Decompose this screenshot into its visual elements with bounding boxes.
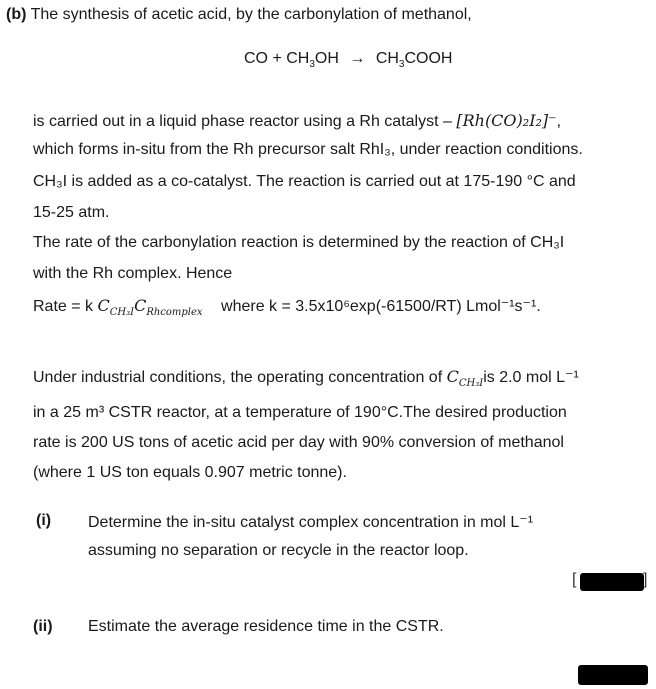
reactant-text: CO + CH <box>244 50 310 67</box>
question-i-label: (i) <box>36 512 52 529</box>
para3-line1-end: is 2.0 mol L⁻¹ <box>483 369 579 386</box>
para1-line3: CH₃I is added as a co-catalyst. The reaction is carried out at 175-190 °C and <box>33 173 576 190</box>
heading <box>6 6 472 24</box>
question-i-line2: assuming no separation or recycle in the reactor loop. <box>88 542 469 559</box>
para2-line1: The rate of the carbonylation reaction is determined by the reaction of CH₃I <box>33 234 565 251</box>
rate-c1-sub: CH₃I <box>109 307 135 319</box>
part-label: (b) <box>6 6 27 23</box>
redacted-marks <box>578 665 648 685</box>
rate-equation <box>33 296 541 319</box>
para1-line1 <box>33 111 561 131</box>
marks-bracket-open: [ <box>572 571 577 588</box>
question-ii-line1: Estimate the average residence time in the CSTR. <box>88 618 444 635</box>
para2-line2: with the Rh complex. Hence <box>33 265 233 282</box>
reaction-arrow: → <box>349 50 366 67</box>
conc-subscript: CH₃I <box>458 378 484 390</box>
reactant-end: OH <box>314 50 339 67</box>
para3-line1 <box>33 367 579 390</box>
para3-line2: in a 25 m³ CSTR reactor, at a temperature of 190°C.The desired production <box>33 404 567 421</box>
reactant-subscript: 3 <box>309 59 315 71</box>
para1-line4: 15-25 atm. <box>33 204 110 221</box>
rate-c1: C <box>97 296 110 315</box>
reaction-equation <box>244 50 453 71</box>
para3-line4: (where 1 US ton equals 0.907 metric tonne). <box>33 464 347 481</box>
rate-c2-sub: Rhcomplex <box>146 307 203 319</box>
redacted-marks <box>580 573 644 591</box>
rate-label: Rate = k <box>33 298 98 315</box>
question-i-line1: Determine the in-situ catalyst complex concentration in mol L⁻¹ <box>88 514 534 531</box>
product-end: COOH <box>404 50 453 67</box>
para3-line1-text: Under industrial conditions, the operating concentration of <box>33 369 447 386</box>
question-ii-label: (ii) <box>33 618 53 635</box>
product-subscript: 3 <box>398 59 405 71</box>
para3-line3: rate is 200 US tons of acetic acid per day with 90% conversion of methanol <box>33 434 564 451</box>
product-text: CH <box>375 50 399 67</box>
heading-text: The synthesis of acetic acid, by the carbonylation of methanol, <box>30 6 472 23</box>
conc-symbol: C <box>446 367 459 386</box>
marks-bracket-close: ] <box>643 571 648 588</box>
para1-line1-text: is carried out in a liquid phase reactor using a Rh catalyst – <box>33 113 457 130</box>
para1-line2: which forms in-situ from the Rh precursor salt RhI₃, under reaction conditions. <box>33 141 583 158</box>
rate-c2: C <box>134 296 147 315</box>
para1-line1-end: , <box>556 113 562 130</box>
catalyst-formula: [Rh(CO)₂I₂]⁻ <box>456 111 557 130</box>
rate-constant: where k = 3.5x10⁶exp(-61500/RT) Lmol⁻¹s⁻¹. <box>221 298 541 315</box>
